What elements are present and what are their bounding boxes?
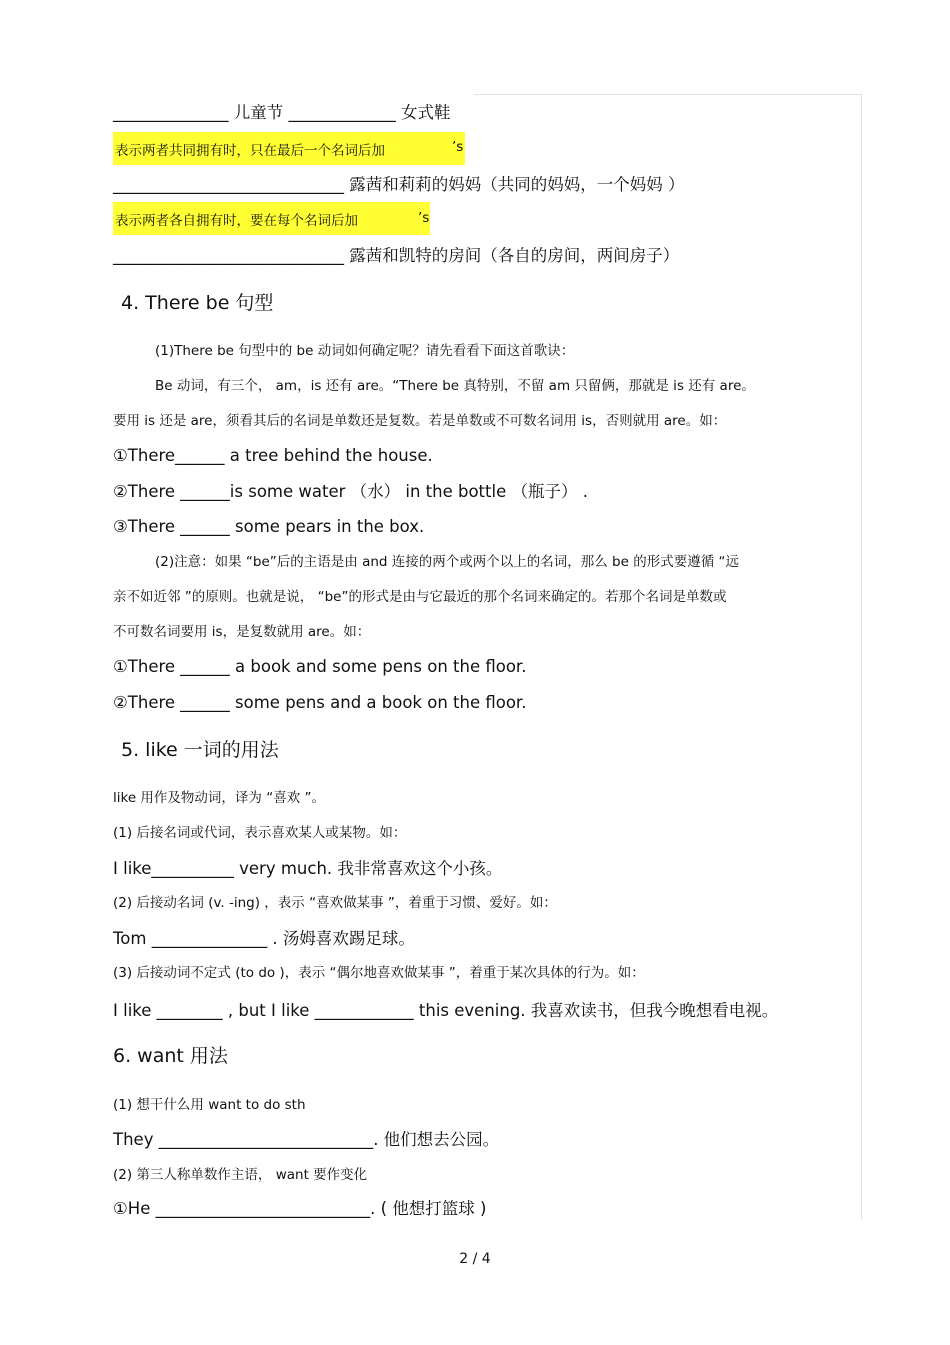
possessive-blank-line-3: ____________________________ 露茜和凯特的房间（各自的房间，两间房子）	[113, 246, 680, 265]
section-4-para-5: 亲不如近邻 ”的原则。也就是说， “be”的形式是由与它最近的那个名词来确定的。若那个名词是单数或	[113, 589, 727, 605]
highlight-note-separate	[113, 202, 430, 235]
section-5-para-1: like 用作及物动词，译为 “喜欢 ”。	[113, 790, 326, 806]
section-4-para-6: 不可数名词要用 is，是复数就用 are。如：	[113, 624, 371, 640]
section-4-para-3: 要用 is 还是 are，须看其后的名词是单数还是复数。若是单数或不可数名词用 is，否则就用 are。如：	[113, 413, 727, 429]
section-5-example-3: I like ________ , but I like ____________ this evening. 我喜欢读书，但我今晚想看电视。	[113, 1001, 779, 1020]
section-6-example-1: They __________________________. 他们想去公园。	[113, 1130, 500, 1149]
section-6-para-1: (1) 想干什么用 want to do sth	[113, 1097, 306, 1113]
section-5-example-1: I like__________ very much. 我非常喜欢这个小孩。	[113, 859, 503, 878]
section-4-para-4: (2)注意：如果 “be”后的主语是由 and 连接的两个或两个以上的名词，那么 be 的形式要遵循 “远	[155, 554, 739, 570]
section-6-heading: 6. want 用法	[113, 1045, 228, 1067]
section-4-example-5: ②There ______ some pens and a book on the floor.	[113, 693, 527, 712]
section-5-para-3: (2) 后接动名词 (v. -ing) ，表示 “喜欢做某事 ”，着重于习惯、爱好。如：	[113, 895, 557, 911]
section-4-example-4: ①There ______ a book and some pens on the floor.	[113, 657, 527, 676]
section-4-para-1: (1)There be 句型中的 be 动词如何确定呢？请先看看下面这首歌诀：	[155, 343, 575, 359]
section-4-example-1: ①There______ a tree behind the house.	[113, 446, 433, 465]
highlight-note-shared-text: 表示两者共同拥有时，只在最后一个名词后加	[115, 143, 385, 159]
page-border-top	[474, 94, 862, 95]
highlight-note-separate-mark: ’s	[418, 210, 430, 226]
highlight-note-shared	[113, 132, 465, 165]
section-5-example-2: Tom ______________ . 汤姆喜欢踢足球。	[113, 929, 415, 948]
highlight-note-shared-mark: ’s	[452, 139, 464, 155]
section-5-heading: 5. like 一词的用法	[121, 739, 279, 761]
page-number: 2 / 4	[459, 1251, 491, 1267]
possessive-blank-line-2: ____________________________ 露茜和莉莉的妈妈（共同的妈妈，一个妈妈 ）	[113, 175, 685, 194]
section-4-heading: 4. There be 句型	[121, 292, 274, 314]
section-4-example-2: ②There ______is some water （水） in the bottle （瓶子） .	[113, 482, 588, 501]
highlight-note-separate-text: 表示两者各自拥有时，要在每个名词后加	[115, 213, 358, 229]
page-border-right	[861, 94, 862, 1220]
possessive-blank-line-1: ______________ 儿童节 _____________ 女式鞋	[113, 103, 451, 122]
section-4-para-2: Be 动词，有三个， am，is 还有 are。“There be 真特别，不留 am 只留俩，那就是 is 还有 are。	[155, 378, 755, 394]
section-6-example-2: ①He __________________________. ( 他想打篮球 )	[113, 1199, 487, 1218]
section-5-para-4: (3) 后接动词不定式 (to do )，表示 “偶尔地喜欢做某事 ”，着重于某次具体的行为。如：	[113, 965, 645, 981]
section-4-example-3: ③There ______ some pears in the box.	[113, 517, 425, 536]
section-5-para-2: (1) 后接名词或代词，表示喜欢某人或某物。如：	[113, 825, 407, 841]
section-6-para-2: (2) 第三人称单数作主语， want 要作变化	[113, 1167, 368, 1183]
